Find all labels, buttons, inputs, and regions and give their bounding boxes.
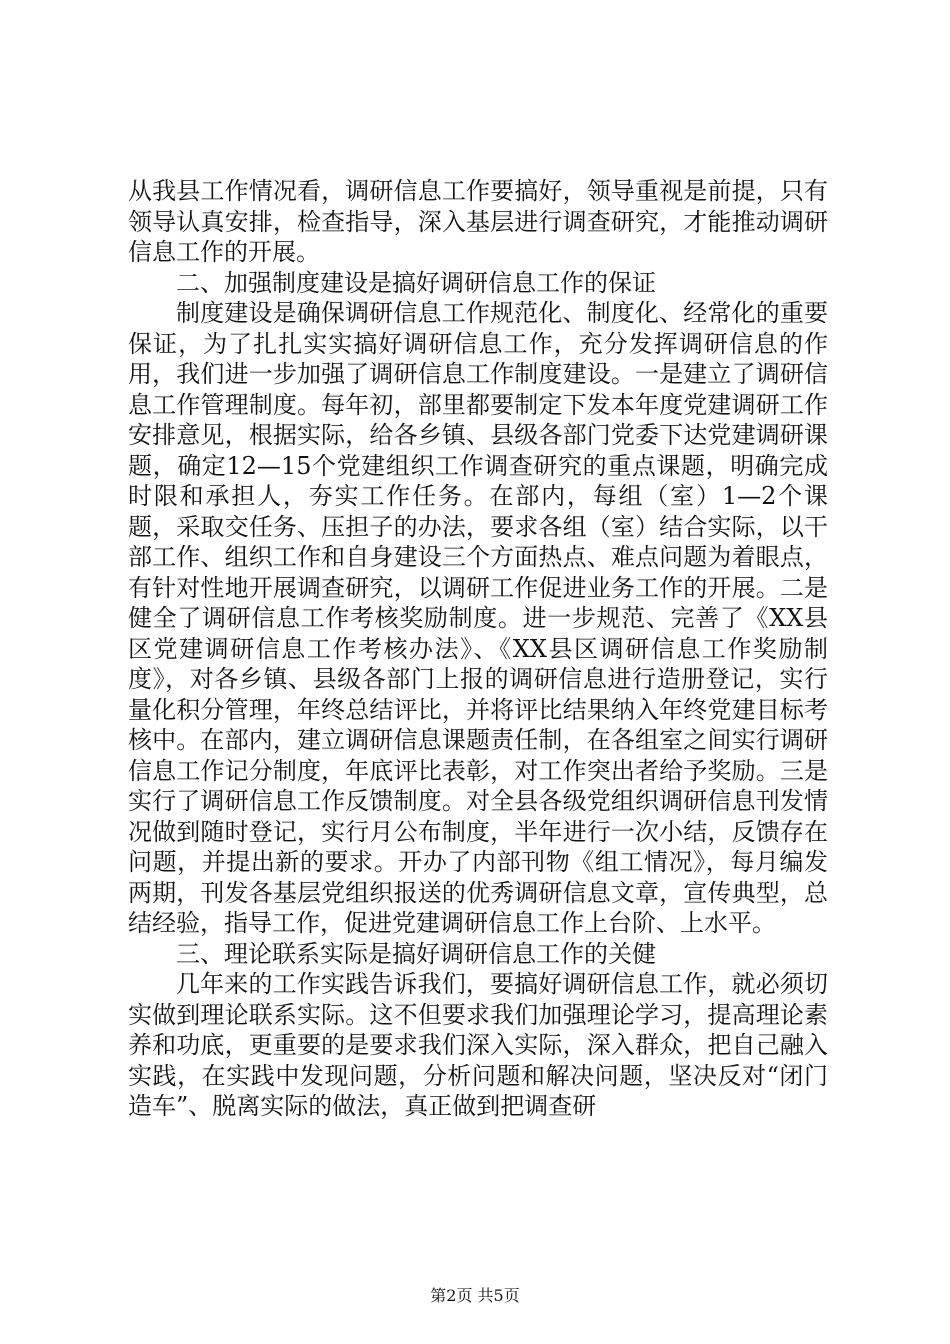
section-heading-3: 三、理论联系实际是搞好调研信息工作的关健 bbox=[176, 939, 656, 968]
section-heading-2: 二、加强制度建设是搞好调研信息工作的保证 bbox=[176, 268, 656, 297]
body-text bbox=[128, 176, 828, 1122]
page-number-footer: 第2页 共5页 bbox=[430, 1286, 520, 1305]
paragraph-1: 从我县工作情况看，调研信息工作要搞好，领导重视是前提，只有领导认真安排，检查指导，深入基层进行调查研究，才能推动调研信息工作的开展。 bbox=[128, 177, 828, 266]
paragraph-2: 制度建设是确保调研信息工作规范化、制度化、经常化的重要保证，为了扎扎实实搞好调研信息工作，充分发挥调研信息的作用，我们进一步加强了调研信息工作制度建设。一是建立了调研信息工作管理制度。每年初，部里都要制定下发本年度党建调研工作安排意见，根据实际，给各乡镇、县级各部门党委下达党建调研课题，确定12—15个党建组织工作调查研究的重点课题，明确完成时限和承担人，夯实工作任务。在部内，每组（室）1—2个课题，采取交任务、压担子的办法，要求各组（室）结合实际，以干部工作、组织工作和自身建设三个方面热点、难点问题为着眼点，有针对性地开展调查研究，以调研工作促进业务工作的开展。二是健全了调研信息工作考核奖励制度。进一步规范、完善了《XX县区党建调研信息工作考核办法》、《XX县区调研信息工作奖励制度》，对各乡镇、县级各部门上报的调研信息进行造册登记，实行量化积分管理，年终总结评比，并将评比结果纳入年终党建目标考核中。在部内，建立调研信息课题责任制，在各组室之间实行调研信息工作记分制度，年底评比表彰，对工作突出者给予奖励。三是实行了调研信息工作反馈制度。对全县各级党组织调研信息刊发情况做到随时登记，实行月公布制度，半年进行一次小结，反馈存在问题，并提出新的要求。开办了内部刊物《组工情况》，每月编发两期，刊发各基层党组织报送的优秀调研信息文章，宣传典型，总结经验，指导工作，促进党建调研信息工作上台阶、上水平。 bbox=[128, 299, 828, 937]
paragraph-3: 几年来的工作实践告诉我们，要搞好调研信息工作，就必须切实做到理论联系实际。这不但要求我们加强理论学习，提高理论素养和功底，更重要的是要求我们深入实际，深入群众，把自己融入实践，在实践中发现问题，分析问题和解决问题，坚决反对“闭门造车”、脱离实际的做法，真正做到把调查研 bbox=[128, 970, 828, 1120]
